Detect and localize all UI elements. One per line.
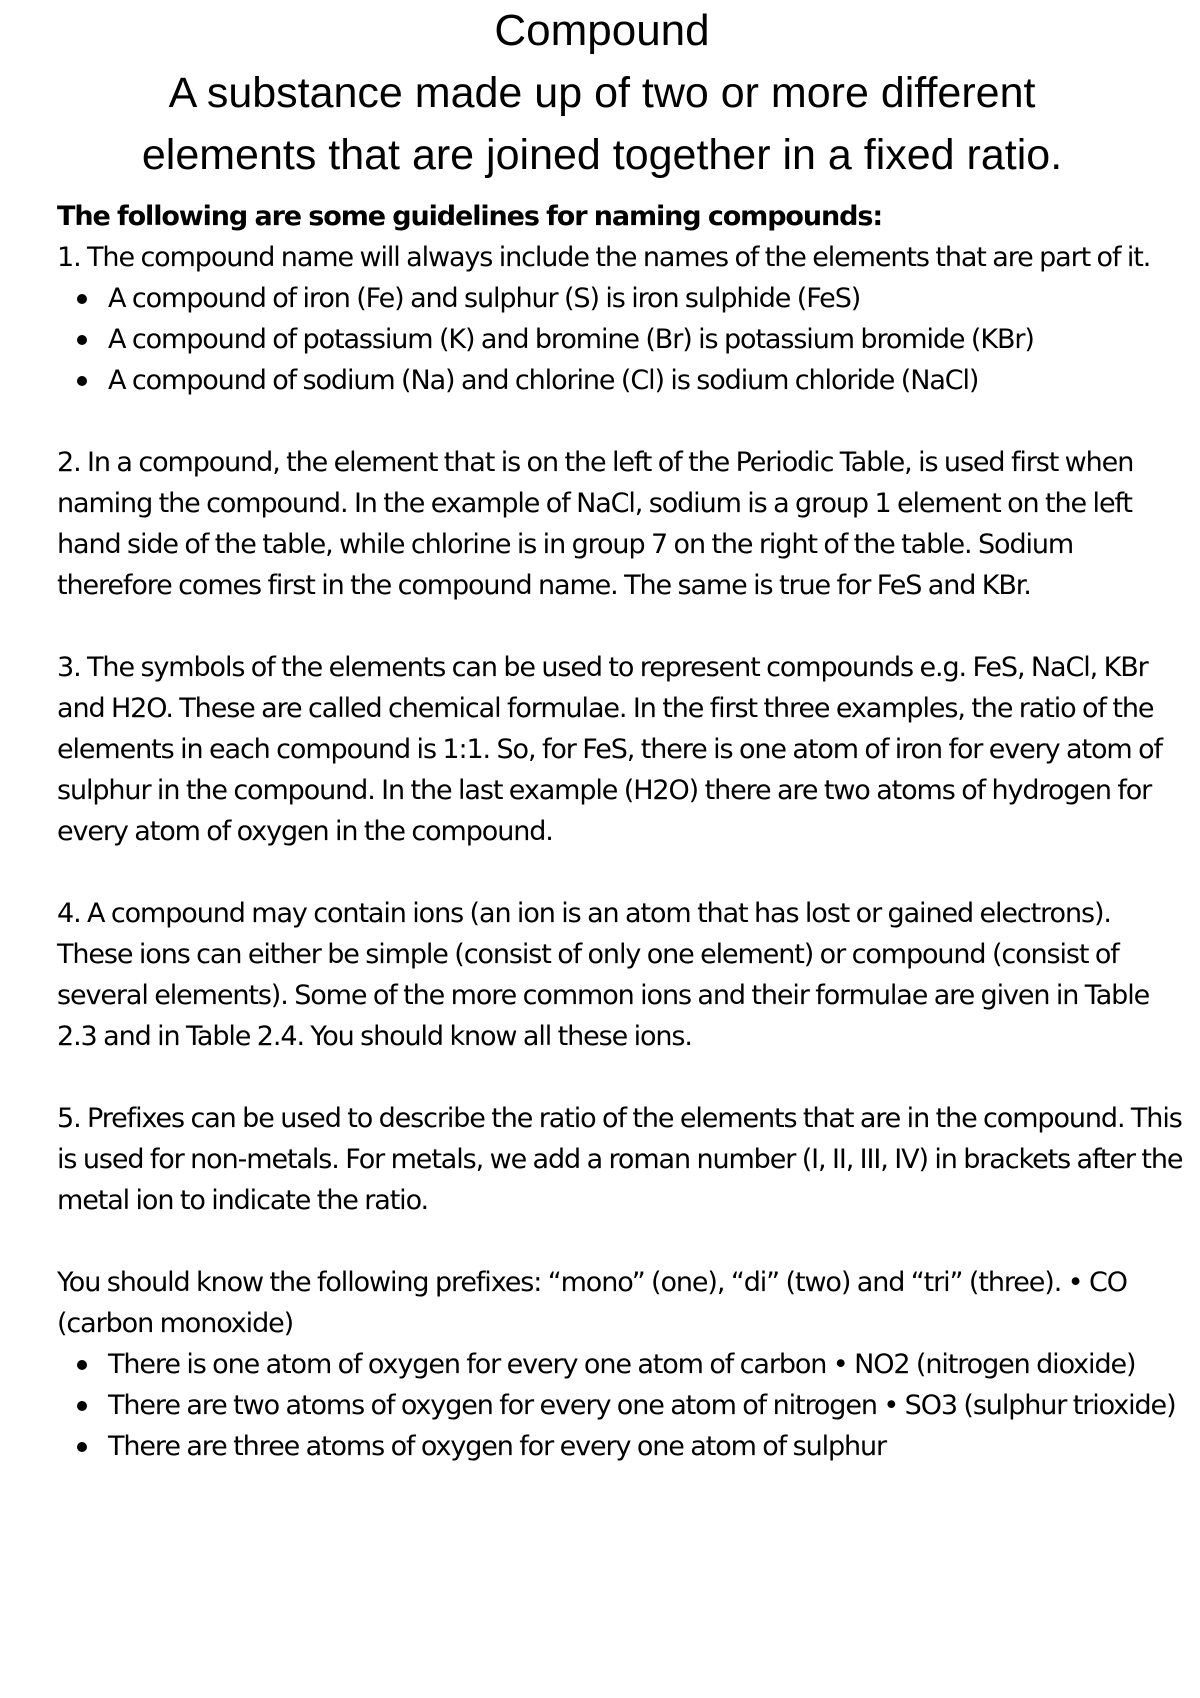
list-item: A compound of potassium (K) and bromine (Br) is potassium bromide (KBr) bbox=[108, 319, 1187, 360]
rule-3-text: 3. The symbols of the elements can be used to represent compounds e.g. FeS, NaCl, KBr and H2O. These are called chemical formulae. In the first three examples, the ratio of the elements in each compound is 1:1. So, for FeS, there is one atom of iron for every atom of sulphur in the compound. In the last example (H2O) there are two atoms of hydrogen for every atom of oxygen in the compound. bbox=[57, 652, 1162, 847]
prefixes-intro: You should know the following prefixes: “mono” (one), “di” (two) and “tri” (three). • CO (carbon monoxide) bbox=[57, 1267, 1127, 1339]
paragraph-gap bbox=[57, 606, 1187, 647]
guidelines-heading: The following are some guidelines for naming compounds: bbox=[57, 201, 883, 232]
paragraph-gap bbox=[57, 1221, 1187, 1262]
paragraph-gap bbox=[57, 1057, 1187, 1098]
rule-2-text: 2. In a compound, the element that is on the left of the Periodic Table, is used first when naming the compound. In the example of NaCl, sodium is a group 1 element on the left hand side of the table, while chlorine is in group 7 on the right of the table. Sodium therefore comes first in the compound name. The same is true for FeS and KBr. bbox=[57, 447, 1134, 601]
rule-1-examples bbox=[57, 278, 1187, 401]
rule-1-text: 1. The compound name will always include the names of the elements that are part of it. bbox=[57, 242, 1151, 273]
list-item: There are two atoms of oxygen for every one atom of nitrogen • SO3 (sulphur trioxide) bbox=[108, 1385, 1187, 1426]
paragraph-gap bbox=[57, 401, 1187, 442]
rule-4-text: 4. A compound may contain ions (an ion is an atom that has lost or gained electrons). These ions can either be simple (consist of only one element) or compound (consist of several elements). Some of the more common ions and their formulae are given in Table 2.3 and in Table 2.4. You should know all these ions. bbox=[57, 898, 1150, 1052]
document-body bbox=[57, 196, 1187, 1467]
prefix-examples bbox=[57, 1344, 1187, 1467]
page-title: Compound bbox=[494, 6, 710, 55]
list-item: There is one atom of oxygen for every one atom of carbon • NO2 (nitrogen dioxide) bbox=[108, 1344, 1187, 1385]
definition-line-1: A substance made up of two or more different bbox=[168, 69, 1036, 117]
list-item: A compound of sodium (Na) and chlorine (Cl) is sodium chloride (NaCl) bbox=[108, 360, 1187, 401]
rule-5-text: 5. Prefixes can be used to describe the ratio of the elements that are in the compound. This is used for non-metals. For metals, we add a roman number (I, II, III, IV) in brackets after the metal ion to indicate the ratio. bbox=[57, 1103, 1183, 1216]
definition-line-2: elements that are joined together in a fixed ratio. bbox=[141, 131, 1063, 179]
list-item: There are three atoms of oxygen for every one atom of sulphur bbox=[108, 1426, 1187, 1467]
paragraph-gap bbox=[57, 852, 1187, 893]
list-item: A compound of iron (Fe) and sulphur (S) is iron sulphide (FeS) bbox=[108, 278, 1187, 319]
document-page bbox=[57, 0, 1187, 1467]
